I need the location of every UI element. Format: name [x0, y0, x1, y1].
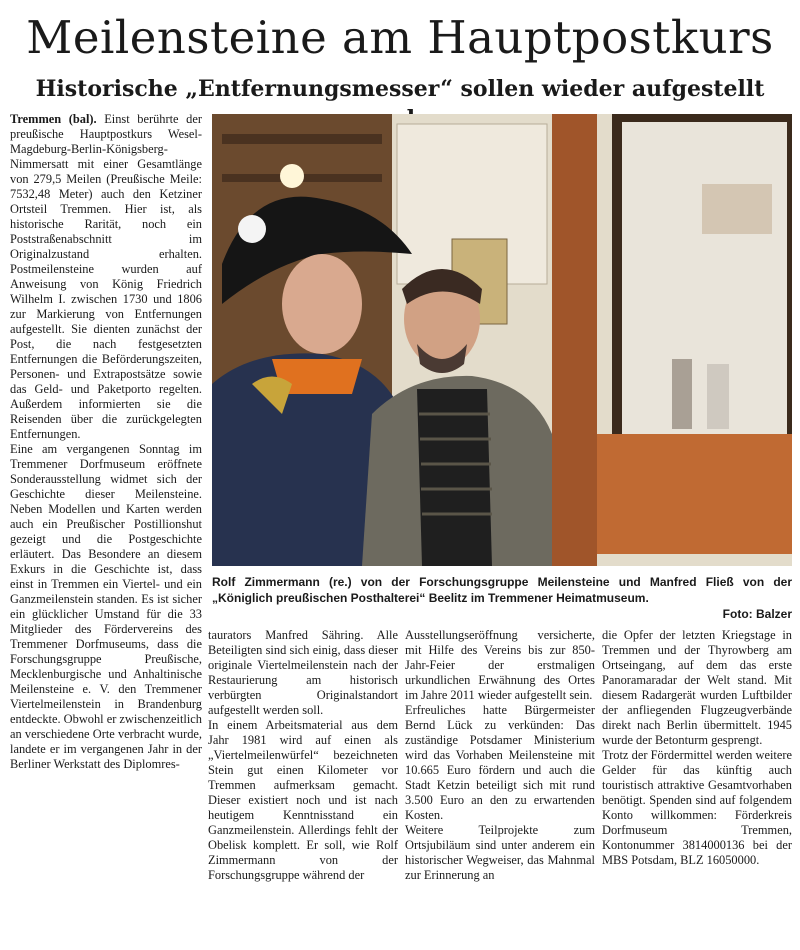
photo-illustration: [212, 114, 792, 566]
caption-text: Rolf Zimmermann (re.) von der Forschungsgruppe Meilensteine und Manfred Fließ von der „Königlich preußischen Posthalterei“ Beelitz im Tremmener Heimatmuseum.: [212, 575, 792, 605]
article-column-3: [405, 628, 595, 943]
paragraph: Ausstellungseröffnung versicherte, mit Hilfe des Vereins bis zur 850-Jahr-Feier der erstmaligen urkundlichen Erwähnung des Ortes im Jahre 2011 wieder aufgestellt sein.: [405, 628, 595, 702]
paragraph: Weitere Teilprojekte zum Ortsjubiläum sind unter anderem ein historischer Wegweiser, das Mahnmal zur Erinnerung an: [405, 823, 595, 882]
paragraph: die Opfer der letzten Kriegstage in Tremmen und der Thyrowberg am Ortseingang, auf dem das erste Panoramaradar der Welt stand. Mit diesem Radargerät wurden Luftbilder der anfliegenden Flugzeugverbände direkt nach Berlin übermittelt. 1945 wurde der Betonturm gesprengt.: [602, 628, 792, 747]
photo-caption: [212, 574, 792, 622]
paragraph: Eine am vergangenen Sonntag im Tremmener Dorfmuseum eröffnete Sonderausstellung widmet sich der Geschichte dieser Meilensteine. Neben Modellen und Karten werden auch ein Preußischer Postillionshut gezeigt und die Postgeschichte erläutert. Das Besondere an diesem Exkurs in die Geschichte ist, dass einst in Tremmen ein Viertel- und ein Ganzmeilenstein standen. Es ist sicher ein glücklicher Umstand für die 33 Mitglieder des Fördervereins des Tremmener Dorfmuseums, dass die Forschungsgruppe Preußische, Mecklenburgische und Anhaltinische Meilensteine e. V. den Tremmener Viertelmeilenstein in Brandenburg entdeckte. Obwohl er zwischenzeitlich an verschiedene Orte verbracht wurde, landete er im vergangenen Jahr in der Berliner Werkstatt des Diplomres-: [10, 442, 202, 771]
headline: Meilensteine am Hauptpostkurs: [26, 11, 774, 64]
article-column-4: [602, 628, 792, 943]
paragraph: Trotz der Fördermittel werden weitere Gelder für das künftig auch touristisch attraktive Gesamtvorhaben benötigt. Spenden sind auf folgendem Konto willkommen: Förderkreis Dorfmuseum Tremmen, Kontonummer 3814000136 bei der MBS Potsdam, BLZ 16050000.: [602, 748, 792, 867]
paragraph: [10, 112, 202, 442]
subheadline: Historische „Entfernungsmesser“ sollen wieder aufgestellt: [35, 76, 765, 102]
museum-photo: [212, 114, 792, 566]
paragraph: In einem Arbeitsmaterial aus dem Jahr 1981 wird auf einen als „Viertelmeilenwürfel“ bezeichneten Stein gut einen Kilometer vor Tremmen aufmerksam gemacht. Dieser existiert noch und ist nach heutigem Kenntnisstand ein Ganzmeilenstein. Allerdings fehlt der Obelisk komplett. Er soll, wie Rolf Zimmermann von der Forschungsgruppe während der: [208, 718, 398, 882]
paragraph-text: Einst berührte der preußische Hauptpostkurs Wesel-Magdeburg-Berlin-Königsberg-Nimmersatt mit einer Gesamtlänge von 279,5 Meilen (Preußische Meile: 7532,48 Meter) auch den Ketziner Ortsteil Tremmen. Hier ist, als historische Rarität, noch ein Poststraßenabschnitt im Originalzustand erhalten. Postmeilensteine wurden auf Anweisung von König Friedrich Wilhelm I. zwischen 1730 und 1806 zur Markierung von Entfernungen aufgestellt. Sie dienten zunächst der Post, die nach festgesetzten Entfernungen die Beförderungszeiten, Personen- und Extrapostsätze sowie das Geld- und Paketporto regelten. Außerdem informierten sie die Reisenden über die zurückgelegten Entfernungen.: [10, 112, 202, 441]
paragraph: taurators Manfred Sähring. Alle Beteiligten sind sich einig, dass dieser originale Viertelmeilenstein nach der Restaurierung am historisch verbürgten Originalstandort aufgestellt werden soll.: [208, 628, 398, 717]
paragraph: Erfreuliches hatte Bürgermeister Bernd Lück zu verkünden: Das zuständige Potsdamer Ministerium wird das Vorhaben Meilensteine mit 10.665 Euro fördern und auch die Stadt Ketzin beteiligt sich mit rund 3.500 Euro an den zu erwartenden Kosten.: [405, 703, 595, 822]
photo-credit: Foto: Balzer: [722, 607, 792, 621]
article-column-2: [208, 628, 398, 943]
article-column-1: [10, 112, 202, 942]
dateline: Tremmen (bal).: [10, 112, 97, 126]
